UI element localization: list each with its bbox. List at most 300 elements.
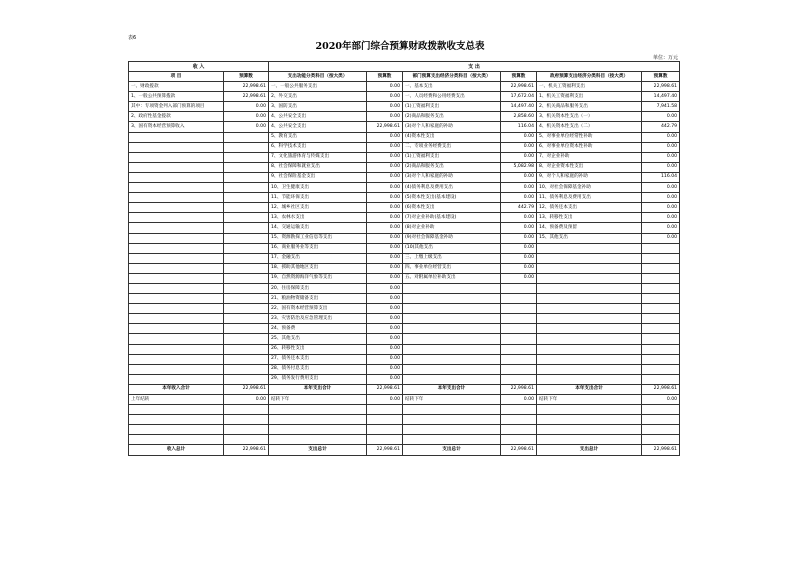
item-cell	[129, 294, 224, 304]
item-cell	[537, 263, 642, 273]
amount-cell	[642, 364, 680, 374]
table-number-label: 表6	[128, 35, 137, 41]
table-row	[129, 223, 680, 233]
amount-cell	[224, 304, 269, 314]
item-cell: 6、科学技术支出	[269, 142, 367, 152]
item-cell	[537, 273, 642, 283]
item-cell: 3、机关资本性支出（一）	[537, 112, 642, 122]
item-cell: 1、机关工资福利支出	[537, 92, 642, 102]
page-title: 2020年部门综合预算财政拨款收支总表	[315, 41, 485, 52]
item-cell: 支出总计	[403, 445, 501, 455]
item-cell	[269, 435, 367, 445]
item-cell	[129, 364, 224, 374]
amount-cell	[224, 364, 269, 374]
table-row	[129, 122, 680, 132]
income-section-header: 收 入	[129, 62, 269, 72]
item-cell	[537, 304, 642, 314]
item-cell: 四、事业单位经营支出	[403, 263, 501, 273]
amount-cell: 0.00	[501, 152, 537, 162]
amount-cell: 0.00	[501, 193, 537, 203]
amount-cell	[224, 213, 269, 223]
amount-cell: 0.00	[501, 243, 537, 253]
amount-cell: 0.00	[367, 82, 403, 92]
amount-cell	[224, 283, 269, 293]
item-cell	[129, 253, 224, 263]
table-row	[129, 283, 680, 293]
table-row	[129, 344, 680, 354]
amount-cell	[224, 142, 269, 152]
amount-cell: 0.00	[367, 213, 403, 223]
amount-cell	[224, 435, 269, 445]
amount-cell: 0.00	[367, 364, 403, 374]
item-cell: 一、一般公共服务支出	[269, 82, 367, 92]
column-header: 预算数	[367, 72, 403, 82]
table-row	[129, 213, 680, 223]
amount-cell: 0.00	[642, 395, 680, 405]
amount-cell: 22,998.61	[224, 384, 269, 394]
amount-cell	[224, 172, 269, 182]
item-cell	[129, 405, 224, 415]
amount-cell: 14,497.40	[642, 92, 680, 102]
item-cell: (6)资本性支出	[403, 203, 501, 213]
amount-cell: 0.00	[367, 395, 403, 405]
item-cell: 4、机关资本性支出（二）	[537, 122, 642, 132]
amount-cell	[224, 243, 269, 253]
item-cell: 23、灾害防治及应急管理支出	[269, 314, 367, 324]
amount-cell: 0.00	[224, 395, 269, 405]
amount-cell: 0.00	[642, 223, 680, 233]
amount-cell: 22,998.61	[642, 445, 680, 455]
item-cell	[129, 193, 224, 203]
item-cell: 五、对附属单位补助支出	[403, 273, 501, 283]
amount-cell	[224, 193, 269, 203]
item-cell	[129, 263, 224, 273]
item-cell	[537, 344, 642, 354]
item-cell: 9、社会保险基金支出	[269, 172, 367, 182]
item-cell: 12、城乡社区支出	[269, 203, 367, 213]
amount-cell: 0.00	[642, 213, 680, 223]
item-cell: (4)资本性支出	[403, 132, 501, 142]
amount-cell	[224, 203, 269, 213]
table-row	[129, 253, 680, 263]
item-cell: 19、自然资源海洋气象等支出	[269, 273, 367, 283]
amount-cell	[501, 364, 537, 374]
item-cell	[129, 162, 224, 172]
item-cell	[129, 132, 224, 142]
amount-cell	[224, 405, 269, 415]
amount-cell: 22,998.61	[642, 82, 680, 92]
item-cell: 15、资源勘探工业信息等支出	[269, 233, 367, 243]
table-row	[129, 354, 680, 364]
amount-cell: 0.00	[224, 102, 269, 112]
amount-cell: 442.79	[501, 203, 537, 213]
item-cell	[269, 405, 367, 415]
amount-cell	[224, 374, 269, 384]
amount-cell	[224, 183, 269, 193]
amount-cell: 0.00	[367, 263, 403, 273]
table-row	[129, 193, 680, 203]
item-cell	[129, 314, 224, 324]
item-cell	[129, 435, 224, 445]
item-cell: 一、财政拨款	[129, 82, 224, 92]
table-row	[129, 243, 680, 253]
amount-cell	[224, 152, 269, 162]
item-cell: 20、住房保障支出	[269, 283, 367, 293]
item-cell	[537, 415, 642, 425]
amount-cell	[367, 435, 403, 445]
item-cell: 3、国有资本经营预算收入	[129, 122, 224, 132]
item-cell: (8)对企业补助	[403, 223, 501, 233]
amount-cell	[501, 405, 537, 415]
amount-cell: 0.00	[367, 273, 403, 283]
item-cell: 29、债务发行费用支出	[269, 374, 367, 384]
amount-cell: 2,858.60	[501, 112, 537, 122]
item-cell: 7、对企业补助	[537, 152, 642, 162]
amount-cell: 0.00	[367, 162, 403, 172]
amount-cell	[642, 253, 680, 263]
item-cell: 11、债务利息及费用支出	[537, 193, 642, 203]
column-header: 部门预算支出经济分类科目（按大类）	[403, 72, 501, 82]
amount-cell: 0.00	[224, 112, 269, 122]
item-cell	[403, 374, 501, 384]
amount-cell	[642, 435, 680, 445]
item-cell	[129, 354, 224, 364]
amount-cell: 0.00	[367, 92, 403, 102]
item-cell	[129, 233, 224, 243]
amount-cell: 0.00	[367, 132, 403, 142]
amount-cell	[224, 314, 269, 324]
amount-cell: 0.00	[501, 183, 537, 193]
table-row	[129, 172, 680, 182]
item-cell: 2、政府性基金拨款	[129, 112, 224, 122]
item-cell	[403, 354, 501, 364]
table-row	[129, 162, 680, 172]
item-cell: 15、其他支出	[537, 233, 642, 243]
table-row	[129, 334, 680, 344]
grand-total-row	[129, 445, 680, 455]
amount-cell: 0.00	[367, 324, 403, 334]
item-cell: 13、农林水支出	[269, 213, 367, 223]
item-cell	[403, 304, 501, 314]
amount-cell: 22,998.61	[367, 384, 403, 394]
item-cell: 支出总计	[537, 445, 642, 455]
item-cell	[403, 314, 501, 324]
item-cell	[129, 142, 224, 152]
table-row	[129, 183, 680, 193]
item-cell	[269, 415, 367, 425]
expense-section-header: 支 出	[269, 62, 680, 72]
item-cell: 24、预备费	[269, 324, 367, 334]
amount-cell: 0.00	[367, 253, 403, 263]
amount-cell: 0.00	[367, 203, 403, 213]
item-cell	[129, 223, 224, 233]
item-cell	[537, 324, 642, 334]
amount-cell: 116.04	[501, 122, 537, 132]
amount-cell: 5,082.98	[501, 162, 537, 172]
item-cell	[129, 344, 224, 354]
amount-cell	[501, 374, 537, 384]
column-header: 预算数	[642, 72, 680, 82]
item-cell: 28、债务付息支出	[269, 364, 367, 374]
table-row	[129, 233, 680, 243]
item-cell: (9)对社会保障基金补助	[403, 233, 501, 243]
item-cell: (7)对企业补助(基本建设)	[403, 213, 501, 223]
item-cell	[537, 364, 642, 374]
item-cell: 16、商业服务业等支出	[269, 243, 367, 253]
amount-cell	[642, 415, 680, 425]
item-cell: 4、公共安全支出	[269, 112, 367, 122]
item-cell	[403, 294, 501, 304]
item-cell	[537, 314, 642, 324]
table-row	[129, 273, 680, 283]
amount-cell: 0.00	[367, 193, 403, 203]
table-row	[129, 324, 680, 334]
amount-cell: 0.00	[642, 233, 680, 243]
amount-cell	[224, 324, 269, 334]
item-cell	[403, 425, 501, 435]
blank-row	[129, 425, 680, 435]
item-cell: 17、金融支出	[269, 253, 367, 263]
item-cell	[537, 435, 642, 445]
item-cell	[403, 283, 501, 293]
item-cell: 4、公共安全支出	[269, 122, 367, 132]
item-cell: 收入总计	[129, 445, 224, 455]
amount-cell	[224, 334, 269, 344]
item-cell: 21、粮油物资储备支出	[269, 294, 367, 304]
table-row	[129, 364, 680, 374]
amount-cell: 22,998.61	[501, 445, 537, 455]
item-cell: 27、债务还本支出	[269, 354, 367, 364]
item-cell	[537, 374, 642, 384]
item-cell: (2)商品和服务支出	[403, 112, 501, 122]
amount-cell: 0.00	[501, 263, 537, 273]
column-header: 支出功能分类科目（按大类）	[269, 72, 367, 82]
table-row	[129, 304, 680, 314]
amount-cell: 0.00	[642, 203, 680, 213]
item-cell: (4)债务利息及费用支出	[403, 183, 501, 193]
amount-cell: 0.00	[642, 112, 680, 122]
item-cell: 10、卫生健康支出	[269, 183, 367, 193]
amount-cell: 0.00	[642, 162, 680, 172]
column-header: 政府预算支出经济分类科目（按大类）	[537, 72, 642, 82]
item-cell: 其中：专项资金列入部门预算的项目	[129, 102, 224, 112]
item-cell	[129, 203, 224, 213]
item-cell: 11、节能环保支出	[269, 193, 367, 203]
amount-cell: 0.00	[367, 142, 403, 152]
column-header: 预算数	[224, 72, 269, 82]
item-cell: 本年支出合计	[403, 384, 501, 394]
amount-cell	[501, 334, 537, 344]
item-cell	[269, 425, 367, 435]
amount-cell	[642, 374, 680, 384]
item-cell	[403, 405, 501, 415]
amount-cell: 22,998.61	[367, 445, 403, 455]
amount-cell	[224, 223, 269, 233]
amount-cell	[224, 253, 269, 263]
amount-cell: 0.00	[367, 294, 403, 304]
item-cell	[537, 294, 642, 304]
amount-cell	[367, 405, 403, 415]
amount-cell: 22,998.61	[642, 384, 680, 394]
item-cell	[537, 405, 642, 415]
amount-cell	[501, 435, 537, 445]
amount-cell	[224, 132, 269, 142]
amount-cell	[224, 263, 269, 273]
item-cell	[403, 364, 501, 374]
amount-cell: 0.00	[501, 213, 537, 223]
item-cell: 三、上缴上级支出	[403, 253, 501, 263]
amount-cell	[642, 314, 680, 324]
amount-cell	[224, 233, 269, 243]
item-cell: 5、教育支出	[269, 132, 367, 142]
amount-cell	[367, 415, 403, 425]
item-cell	[129, 273, 224, 283]
table-row	[129, 395, 680, 405]
table-row	[129, 294, 680, 304]
total-row	[129, 384, 680, 394]
item-cell: (1)工资福利支出	[403, 102, 501, 112]
item-cell: 一、人员经费和公用经费支出	[403, 92, 501, 102]
amount-cell: 0.00	[642, 142, 680, 152]
amount-cell	[642, 283, 680, 293]
item-cell: 本年支出合计	[269, 384, 367, 394]
amount-cell	[224, 294, 269, 304]
item-cell	[537, 425, 642, 435]
amount-cell: 22,998.61	[224, 82, 269, 92]
table-row	[129, 132, 680, 142]
item-cell	[129, 415, 224, 425]
table-row	[129, 152, 680, 162]
amount-cell: 22,998.61	[224, 445, 269, 455]
amount-cell: 22,998.61	[501, 82, 537, 92]
amount-cell: 0.00	[642, 132, 680, 142]
amount-cell: 442.79	[642, 122, 680, 132]
table-row	[129, 82, 680, 92]
item-cell: 18、援助其他地区支出	[269, 263, 367, 273]
amount-cell: 0.00	[367, 374, 403, 384]
item-cell	[129, 304, 224, 314]
item-cell: 5、对事业单位经常性补助	[537, 132, 642, 142]
amount-cell	[224, 354, 269, 364]
unit-label: 单位：万元	[652, 55, 678, 61]
amount-cell	[501, 425, 537, 435]
amount-cell: 0.00	[367, 102, 403, 112]
amount-cell: 0.00	[642, 193, 680, 203]
amount-cell: 0.00	[501, 132, 537, 142]
amount-cell	[642, 344, 680, 354]
item-cell: 3、国防支出	[269, 102, 367, 112]
amount-cell	[224, 415, 269, 425]
item-cell: 12、债务还本支出	[537, 203, 642, 213]
amount-cell: 0.00	[501, 253, 537, 263]
amount-cell	[224, 162, 269, 172]
blank-row	[129, 415, 680, 425]
amount-cell: 14,497.40	[501, 102, 537, 112]
amount-cell	[642, 273, 680, 283]
item-cell: 7、文化旅游体育与传媒支出	[269, 152, 367, 162]
amount-cell	[501, 354, 537, 364]
amount-cell: 0.00	[501, 142, 537, 152]
amount-cell	[501, 294, 537, 304]
item-cell: 10、对社会保障基金补助	[537, 183, 642, 193]
table-row	[129, 142, 680, 152]
amount-cell	[642, 263, 680, 273]
item-cell	[129, 152, 224, 162]
amount-cell	[642, 294, 680, 304]
amount-cell	[642, 304, 680, 314]
column-header: 预算数	[501, 72, 537, 82]
amount-cell: 22,998.61	[224, 92, 269, 102]
item-cell: 一、机关工资福利支出	[537, 82, 642, 92]
item-cell: 14、预备费及预留	[537, 223, 642, 233]
blank-row	[129, 435, 680, 445]
item-cell: 一、基本支出	[403, 82, 501, 92]
amount-cell: 0.00	[367, 112, 403, 122]
amount-cell: 7,941.58	[642, 102, 680, 112]
amount-cell: 0.00	[501, 172, 537, 182]
amount-cell: 0.00	[367, 183, 403, 193]
amount-cell: 17,672.04	[501, 92, 537, 102]
column-header-row	[129, 72, 680, 82]
table-row	[129, 203, 680, 213]
table-row	[129, 263, 680, 273]
amount-cell	[501, 324, 537, 334]
amount-cell: 0.00	[501, 233, 537, 243]
item-cell	[403, 334, 501, 344]
item-cell: 1、一般公共预算拨款	[129, 92, 224, 102]
amount-cell	[501, 304, 537, 314]
amount-cell: 0.00	[224, 122, 269, 132]
amount-cell: 0.00	[367, 344, 403, 354]
item-cell: (10)其他支出	[403, 243, 501, 253]
blank-row	[129, 405, 680, 415]
item-cell	[129, 243, 224, 253]
amount-cell: 0.00	[367, 152, 403, 162]
item-cell: 8、对企业资本性支出	[537, 162, 642, 172]
item-cell: 二、专项业务经费支出	[403, 142, 501, 152]
amount-cell: 0.00	[367, 354, 403, 364]
amount-cell	[501, 314, 537, 324]
item-cell	[403, 324, 501, 334]
table-row	[129, 102, 680, 112]
item-cell: (5)资本性支出(基本建设)	[403, 193, 501, 203]
item-cell	[129, 172, 224, 182]
item-cell: 9、对个人和家庭的补助	[537, 172, 642, 182]
item-cell	[537, 354, 642, 364]
amount-cell: 0.00	[367, 304, 403, 314]
amount-cell: 0.00	[367, 314, 403, 324]
amount-cell: 0.00	[642, 152, 680, 162]
item-cell	[403, 415, 501, 425]
amount-cell: 0.00	[642, 183, 680, 193]
amount-cell	[501, 415, 537, 425]
item-cell	[537, 283, 642, 293]
table-row	[129, 92, 680, 102]
item-cell	[537, 253, 642, 263]
item-cell: 22、国有资本经营预算支出	[269, 304, 367, 314]
amount-cell	[642, 425, 680, 435]
table-row	[129, 112, 680, 122]
amount-cell	[224, 344, 269, 354]
amount-cell: 0.00	[367, 233, 403, 243]
item-cell	[129, 213, 224, 223]
amount-cell	[642, 405, 680, 415]
item-cell: 6、对事业单位资本性补助	[537, 142, 642, 152]
amount-cell	[501, 344, 537, 354]
amount-cell: 22,998.61	[501, 384, 537, 394]
item-cell: 2、外交支出	[269, 92, 367, 102]
item-cell: (3)对个人和家庭的补助	[403, 172, 501, 182]
